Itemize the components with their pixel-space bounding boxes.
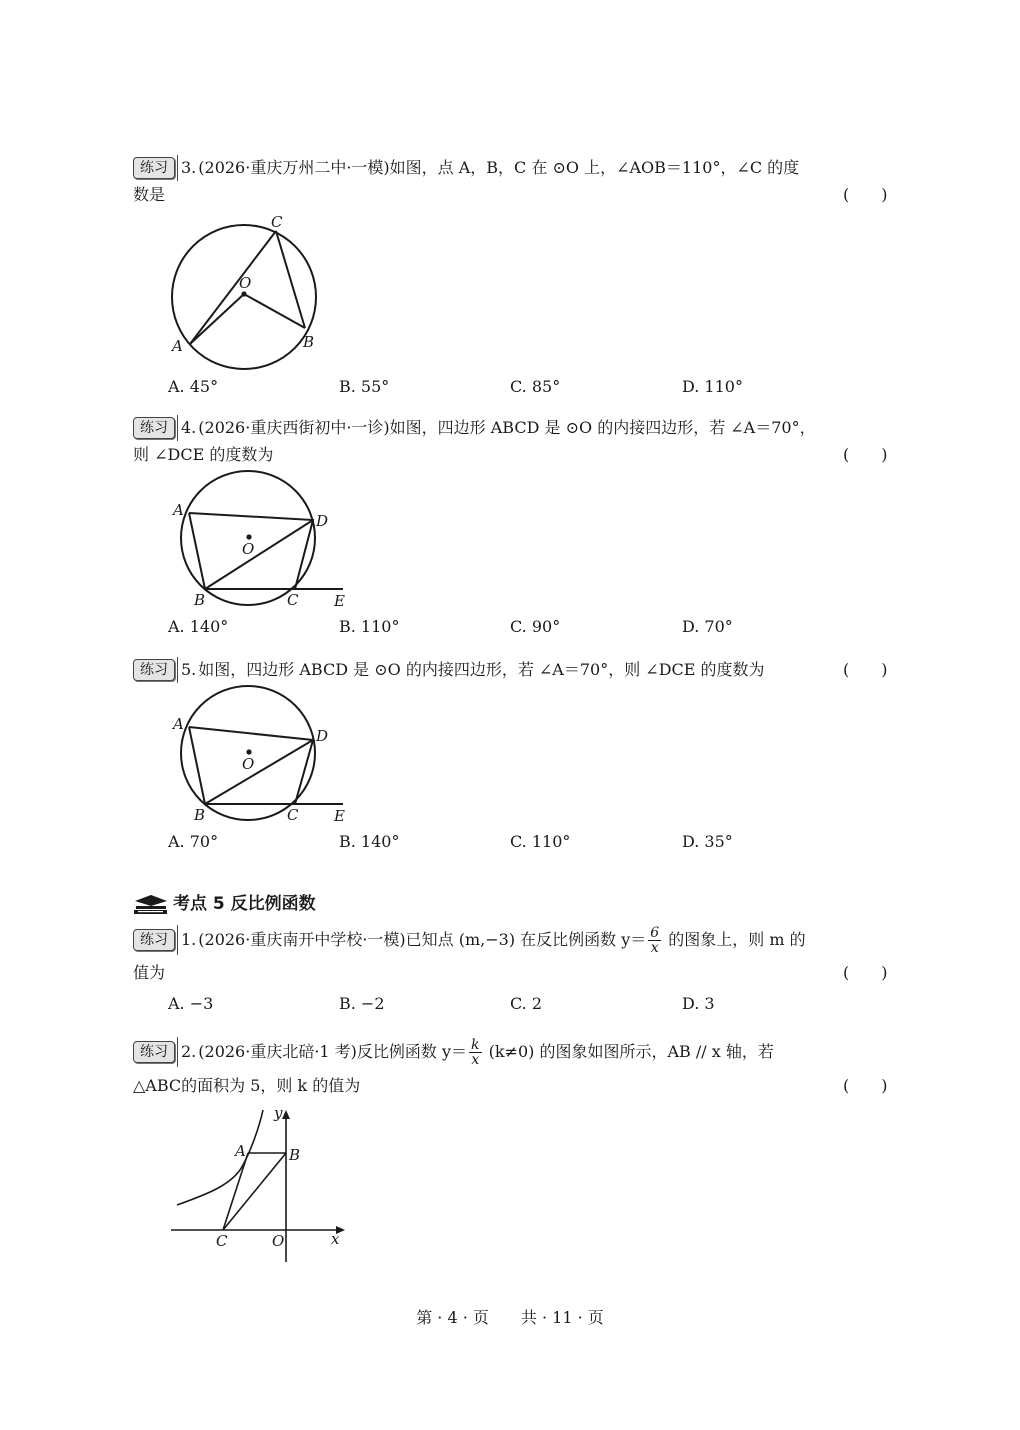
q5-center-dot: [246, 749, 251, 754]
p1-option-a[interactable]: A. −3: [168, 994, 214, 1013]
q5-label-c: C: [287, 806, 299, 824]
p1-option-c[interactable]: C. 2: [510, 994, 543, 1013]
q5-number: 5.: [177, 657, 196, 683]
q3-stem-line1: [133, 155, 889, 181]
p2-label-a: A: [235, 1142, 246, 1160]
q5-option-c[interactable]: C. 110°: [510, 832, 571, 851]
p1-number: 1.: [177, 925, 196, 955]
p1-answer-paren: ( ): [843, 963, 888, 982]
q4-circle-figure: [165, 465, 365, 615]
q3-option-d[interactable]: D. 110°: [682, 377, 743, 396]
p2-text-line2: △ABC的面积为 5，则 k 的值为: [133, 1076, 361, 1095]
q5-practice-tag: 练习: [133, 659, 175, 681]
q3-circle-figure: [160, 205, 330, 375]
p2-text-part2: (k≠0) 的图象如图所示，AB // x 轴，若: [483, 1042, 774, 1061]
p2-practice-tag: 练习: [133, 1041, 175, 1063]
q4-label-c: C: [287, 591, 299, 609]
q5-label-o: O: [242, 755, 255, 773]
q5-circle-figure: [165, 680, 365, 830]
section-title: 考点 5 反比例函数: [173, 894, 316, 914]
q3-practice-tag: 练习: [133, 157, 175, 179]
q3-option-c[interactable]: C. 85°: [510, 377, 561, 396]
q4-option-b[interactable]: B. 110°: [339, 617, 400, 636]
q3-text-line1: (2026·重庆万州二中·一模)如图，点 A，B，C 在 ⊙O 上，∠AOB＝110°，∠C 的度: [198, 158, 800, 177]
q4-practice-tag: 练习: [133, 417, 175, 439]
q4-label-o: O: [242, 540, 255, 558]
q4-stem-line1: [133, 415, 889, 441]
q5-label-b: B: [194, 806, 206, 824]
p1-option-d[interactable]: D. 3: [682, 994, 715, 1013]
p1-options: [168, 992, 888, 1016]
section-header: [133, 891, 316, 917]
q4-center-dot: [246, 534, 251, 539]
p2-label-b: B: [289, 1146, 301, 1164]
p1-text-part2: 的图象上，则 m 的: [663, 930, 806, 949]
q3-option-b[interactable]: B. 55°: [339, 377, 390, 396]
q5-answer-paren: ( ): [843, 660, 888, 679]
q3-label-b: B: [303, 333, 315, 351]
p2-segment-ca: [223, 1153, 248, 1230]
p2-number: 2.: [177, 1037, 196, 1067]
q4-options: [168, 615, 888, 639]
q3-segment-ac: [190, 231, 276, 344]
p1-fraction: [648, 926, 661, 955]
q4-option-d[interactable]: D. 70°: [682, 617, 733, 636]
p2-label-o: O: [272, 1232, 285, 1250]
q5-options: [168, 830, 888, 854]
q4-label-b: B: [194, 591, 206, 609]
p2-segment-cb: [223, 1153, 286, 1230]
q3-options: [168, 375, 888, 399]
q3-label-o: O: [239, 274, 252, 292]
p1-stem-line2: [133, 960, 889, 986]
q3-text-line2: 数是: [133, 185, 166, 204]
q3-segment-oa: [190, 294, 244, 344]
p2-label-x: x: [331, 1230, 340, 1248]
p2-label-c: C: [216, 1232, 228, 1250]
p2-text-part1: (2026·重庆北碚·1 考)反比例函数 y＝: [198, 1042, 468, 1061]
q5-option-d[interactable]: D. 35°: [682, 832, 733, 851]
q3-circle: [172, 225, 316, 369]
p2-hyperbola-curve: [177, 1110, 263, 1205]
q4-number: 4.: [177, 415, 196, 441]
p2-fraction: [469, 1038, 481, 1067]
p2-hyperbola-figure: [165, 1100, 355, 1265]
q4-option-a[interactable]: A. 140°: [168, 617, 229, 636]
q5-label-a: A: [173, 715, 184, 733]
q5-option-a[interactable]: A. 70°: [168, 832, 219, 851]
p1-fraction-numerator: 6: [650, 925, 660, 941]
p1-text-line2: 值为: [133, 963, 166, 982]
q3-number: 3.: [177, 155, 196, 181]
q4-text-line1: (2026·重庆西街初中·一诊)如图，四边形 ABCD 是 ⊙O 的内接四边形，若 ∠A＝70°，: [198, 418, 816, 437]
q5-text-line1: 如图，四边形 ABCD 是 ⊙O 的内接四边形，若 ∠A＝70°，则 ∠DCE 的度数为: [198, 660, 765, 679]
q4-answer-paren: ( ): [843, 445, 888, 464]
q3-label-c: C: [271, 213, 283, 231]
p1-fraction-denominator: x: [650, 940, 659, 956]
p2-y-axis-arrow: [282, 1110, 290, 1119]
page-footer: 第 · 4 · 页 共 · 11 · 页: [416, 1308, 604, 1327]
p1-practice-tag: 练习: [133, 929, 175, 951]
p1-text-part1: (2026·重庆南开中学校·一模)已知点 (m,−3) 在反比例函数 y＝: [198, 930, 647, 949]
q3-option-a[interactable]: A. 45°: [168, 377, 219, 396]
p2-fraction-denominator: x: [471, 1052, 480, 1068]
q3-label-a: A: [172, 337, 183, 355]
p2-label-y: y: [274, 1104, 283, 1122]
q4-option-c[interactable]: C. 90°: [510, 617, 561, 636]
q3-answer-paren: ( ): [843, 185, 888, 204]
q4-label-a: A: [173, 501, 184, 519]
q5-option-b[interactable]: B. 140°: [339, 832, 400, 851]
p1-option-b[interactable]: B. −2: [339, 994, 385, 1013]
q4-text-line2: 则 ∠DCE 的度数为: [133, 445, 274, 464]
q5-label-e: E: [334, 807, 345, 825]
p2-stem-line2: [133, 1073, 889, 1099]
books-stack-icon: [133, 893, 169, 915]
q3-center-dot: [241, 291, 246, 296]
p2-stem-line1: [133, 1037, 889, 1067]
q5-label-d: D: [316, 727, 329, 745]
p1-stem-line1: [133, 925, 889, 955]
p2-fraction-numerator: k: [471, 1037, 480, 1053]
q4-label-d: D: [316, 512, 329, 530]
q4-label-e: E: [334, 592, 345, 610]
p2-answer-paren: ( ): [843, 1076, 888, 1095]
